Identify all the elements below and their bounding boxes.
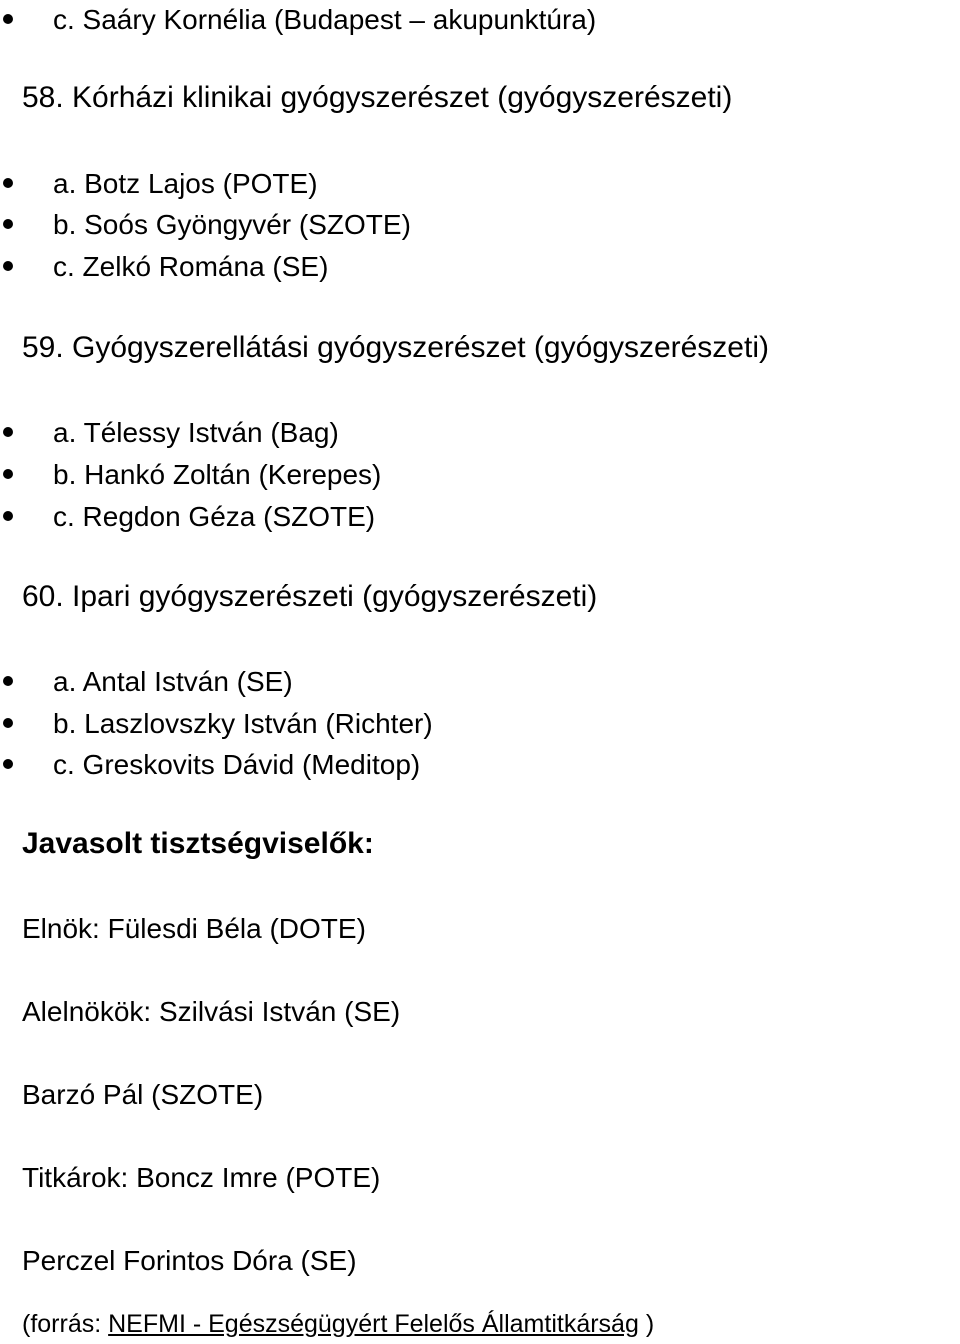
list-item bbox=[0, 413, 960, 453]
section-heading-59: 59. Gyógyszerellátási gyógyszerészet (gyógyszerészeti) bbox=[22, 331, 769, 364]
list-item bbox=[0, 455, 960, 495]
officers-heading: Javasolt tisztségviselők: bbox=[22, 827, 374, 860]
source-note bbox=[22, 1308, 654, 1340]
source-link[interactable]: NEFMI - Egészségügyért Felelős Államtitkárság bbox=[108, 1310, 639, 1338]
officer-line: Elnök: Fülesdi Béla (DOTE) bbox=[22, 913, 366, 944]
list-item bbox=[0, 662, 960, 702]
bullet-icon bbox=[3, 178, 13, 188]
list-item-text: b. Laszlovszky István (Richter) bbox=[53, 708, 433, 739]
list-item bbox=[0, 247, 960, 287]
bullet-icon bbox=[3, 219, 13, 229]
list-item bbox=[0, 164, 960, 204]
list-item-text: a. Antal István (SE) bbox=[53, 666, 293, 697]
bullet-icon bbox=[3, 261, 13, 271]
list-item bbox=[0, 745, 960, 785]
bullet-icon bbox=[3, 676, 13, 686]
list-item-text: c. Saáry Kornélia (Budapest – akupunktúra) bbox=[53, 4, 597, 35]
bullet-icon bbox=[3, 14, 13, 24]
list-item bbox=[0, 704, 960, 744]
section-heading-60: 60. Ipari gyógyszerészeti (gyógyszerészeti) bbox=[22, 580, 598, 613]
list-item-text: c. Zelkó Romána (SE) bbox=[53, 251, 329, 282]
list-item-text: b. Soós Gyöngyvér (SZOTE) bbox=[53, 209, 411, 240]
list-item bbox=[0, 0, 960, 40]
list-item-text: c. Regdon Géza (SZOTE) bbox=[53, 501, 376, 532]
bullet-icon bbox=[3, 511, 13, 521]
list-item-text: b. Hankó Zoltán (Kerepes) bbox=[53, 459, 382, 490]
bullet-icon bbox=[3, 718, 13, 728]
list-item-text: a. Botz Lajos (POTE) bbox=[53, 168, 318, 199]
officer-line: Perczel Forintos Dóra (SE) bbox=[22, 1245, 357, 1276]
list-item bbox=[0, 497, 960, 537]
list-item bbox=[0, 205, 960, 245]
officer-line: Barzó Pál (SZOTE) bbox=[22, 1079, 264, 1110]
bullet-icon bbox=[3, 759, 13, 769]
section-heading-58: 58. Kórházi klinikai gyógyszerészet (gyógyszerészeti) bbox=[22, 81, 733, 114]
source-suffix: ) bbox=[638, 1310, 655, 1338]
officer-line: Alelnökök: Szilvási István (SE) bbox=[22, 996, 401, 1027]
officer-line: Titkárok: Boncz Imre (POTE) bbox=[22, 1162, 381, 1193]
bullet-icon bbox=[3, 427, 13, 437]
list-item-text: c. Greskovits Dávid (Meditop) bbox=[53, 749, 421, 780]
source-prefix: (forrás: bbox=[22, 1310, 109, 1338]
bullet-icon bbox=[3, 469, 13, 479]
list-item-text: a. Télessy István (Bag) bbox=[53, 417, 339, 448]
